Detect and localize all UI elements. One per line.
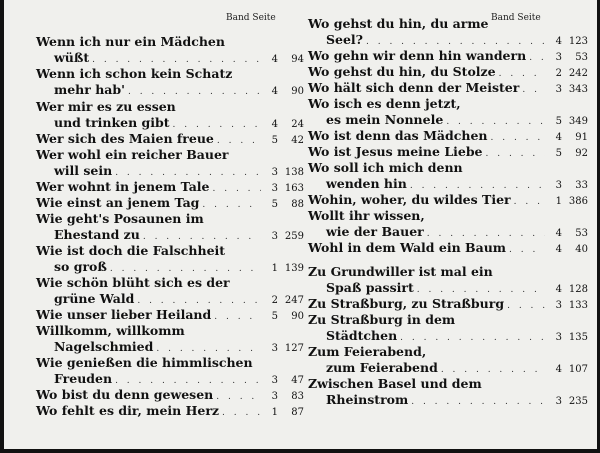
index-entry [36,323,304,355]
entry-title-line: Wie geht's Posaunen im [36,211,204,226]
entry-title-line: Wo ist denn das Mädchen [308,128,488,143]
page-number: 235 [568,396,588,407]
index-entry [36,243,304,275]
page-number: 53 [575,228,588,239]
band-number: 4 [555,228,562,239]
band-number: 3 [555,180,562,191]
entry-title-line: Zwischen Basel und dem [308,376,482,391]
entry-title-line: Wollt ihr wissen, [308,208,425,223]
index-entry [308,192,588,208]
band-number: 5 [555,116,562,127]
page-number: 40 [575,244,588,255]
entry-title-line: zum Feierabend [326,360,438,375]
entry-title-line: Freuden [54,371,113,386]
entry-title-line: Wo gehn wir denn hin wandern [308,48,527,63]
page-number: 349 [568,116,588,127]
page-number: 163 [284,183,304,194]
band-number: 2 [555,68,562,79]
band-number: 4 [555,132,562,143]
page-number: 138 [284,167,304,178]
band-number: 3 [271,231,278,242]
band-number: 5 [271,311,278,322]
entry-title-line: Wo isch es denn jetzt, [308,96,461,111]
band-number: 5 [271,135,278,146]
entry-title-line: grüne Wald [54,291,135,306]
page-number: 42 [291,135,304,146]
band-number: 4 [271,86,278,97]
index-entry [308,160,588,192]
index-entry [36,66,304,98]
entry-title-line: Willkomm, willkomm [36,323,185,338]
index-entry [308,16,588,48]
band-number: 3 [271,343,278,354]
page-number: 139 [284,263,304,274]
entry-title-line: Rheinstrom [326,392,409,407]
index-entry [36,99,304,131]
page-number: 128 [568,284,588,295]
band-number: 1 [271,263,278,274]
index-entry [308,144,588,160]
dot-leader [128,84,261,100]
left-column-header: Band Seite [226,13,276,23]
entry-title-line: und trinken gibt [54,115,170,130]
index-entry [308,48,588,64]
entry-title-line: Wohl in dem Wald ein Baum [308,240,507,255]
index-entry [308,80,588,96]
index-entry [308,64,588,80]
index-entry [36,403,304,419]
page-number: 127 [284,343,304,354]
index-entry [36,275,304,307]
entry-title-line: so groß [54,259,107,274]
entry-title-line: Wo gehst du hin, du Stolze [308,64,496,79]
page-number: 386 [568,196,588,207]
page-number: 123 [568,36,588,47]
entry-title-line: Seel? [326,32,364,47]
page-number: 91 [575,132,588,143]
index-entry [308,264,588,296]
entry-title-line: will sein [54,163,113,178]
band-number: 3 [555,396,562,407]
band-number: 3 [555,332,562,343]
page-number: 343 [568,84,588,95]
band-number: 4 [271,54,278,65]
index-page [4,0,597,449]
entry-title-line: wenden hin [326,176,407,191]
band-number: 3 [271,183,278,194]
entry-title-line: Wo bist du denn gewesen [36,387,214,402]
band-number: 5 [555,148,562,159]
entry-title-line: Wo fehlt es dir, mein Herz [36,403,220,418]
index-entry [308,376,588,408]
band-number: 4 [555,244,562,255]
entry-title-line: Wo ist Jesus meine Liebe [308,144,483,159]
dot-leader [222,405,261,421]
entry-title-line: Wer sich des Maien freue [36,131,214,146]
index-entry [308,240,588,256]
entry-title-line: Wenn ich schon kein Schatz [36,66,233,81]
dot-leader [411,394,545,410]
page-number: 90 [291,311,304,322]
band-number: 3 [555,300,562,311]
entry-title-line: Zu Grundwiller ist mal ein [308,264,493,279]
band-number: 3 [271,167,278,178]
band-number: 3 [555,84,562,95]
entry-title-line: Wo gehst du hin, du arme [308,16,489,31]
index-entry [36,34,304,66]
band-number: 1 [271,407,278,418]
index-entry [308,96,588,128]
page-number: 33 [575,180,588,191]
index-entry [36,307,304,323]
band-number: 5 [271,199,278,210]
band-number: 4 [555,284,562,295]
page-number: 247 [284,295,304,306]
entry-title-line: Wie genießen die himmlischen [36,355,253,370]
right-column-header: Band Seite [491,13,541,23]
entry-title-line: Spaß passirt [326,280,414,295]
index-entry [308,344,588,376]
dot-leader [509,242,545,258]
entry-title-line: Wie ist doch die Falschheit [36,243,226,258]
index-entry [36,211,304,243]
page-number: 47 [291,375,304,386]
entry-title-line: Zum Feierabend, [308,344,427,359]
index-entry [308,312,588,344]
band-number: 1 [555,196,562,207]
index-entry [36,147,304,179]
entry-title-line: es mein Nonnele [326,112,444,127]
entry-title-line: Wie unser lieber Heiland [36,307,212,322]
entry-title-line: Wer wohnt in jenem Tale [36,179,210,194]
entry-title-line: Wer mir es zu essen [36,99,176,114]
page-number: 135 [568,332,588,343]
band-number: 2 [271,295,278,306]
entry-title-line: Wie schön blüht sich es der [36,275,230,290]
entry-title-line: Wer wohl ein reicher Bauer [36,147,229,162]
entry-title-line: Zu Straßburg, zu Straßburg [308,296,505,311]
index-entry [36,195,304,211]
page-number: 107 [568,364,588,375]
index-entry [36,131,304,147]
page-number: 242 [568,68,588,79]
index-entry [308,296,588,312]
entry-title-line: Wenn ich nur ein Mädchen [36,34,225,49]
page-number: 133 [568,300,588,311]
page-number: 90 [291,86,304,97]
page-number: 92 [575,148,588,159]
entry-title-line: Wo soll ich mich denn [308,160,463,175]
page-number: 87 [291,407,304,418]
page-number: 83 [291,391,304,402]
index-entry [36,387,304,403]
entry-title-line: wie der Bauer [326,224,424,239]
entry-title-line: Wie einst an jenem Tag [36,195,200,210]
page-number: 24 [291,119,304,130]
entry-title-line: Ehestand zu [54,227,140,242]
page-number: 53 [575,52,588,63]
index-entry [308,128,588,144]
band-number: 4 [555,364,562,375]
band-number: 4 [555,36,562,47]
index-entry [36,355,304,387]
index-entry [308,208,588,240]
index-entry [36,179,304,195]
entry-title-line: wüßt [54,50,90,65]
entry-title-line: Nagelschmied [54,339,154,354]
band-number: 3 [271,391,278,402]
band-number: 3 [555,52,562,63]
band-number: 4 [271,119,278,130]
entry-title-line: Städtchen [326,328,398,343]
page-number: 259 [284,231,304,242]
page-number: 94 [291,54,304,65]
entry-title-line: Zu Straßburg in dem [308,312,456,327]
entry-title-line: Wohin, woher, du wildes Tier [308,192,511,207]
entry-title-line: mehr hab' [54,82,125,97]
band-number: 3 [271,375,278,386]
page-number: 88 [291,199,304,210]
entry-title-line: Wo hält sich denn der Meister [308,80,520,95]
